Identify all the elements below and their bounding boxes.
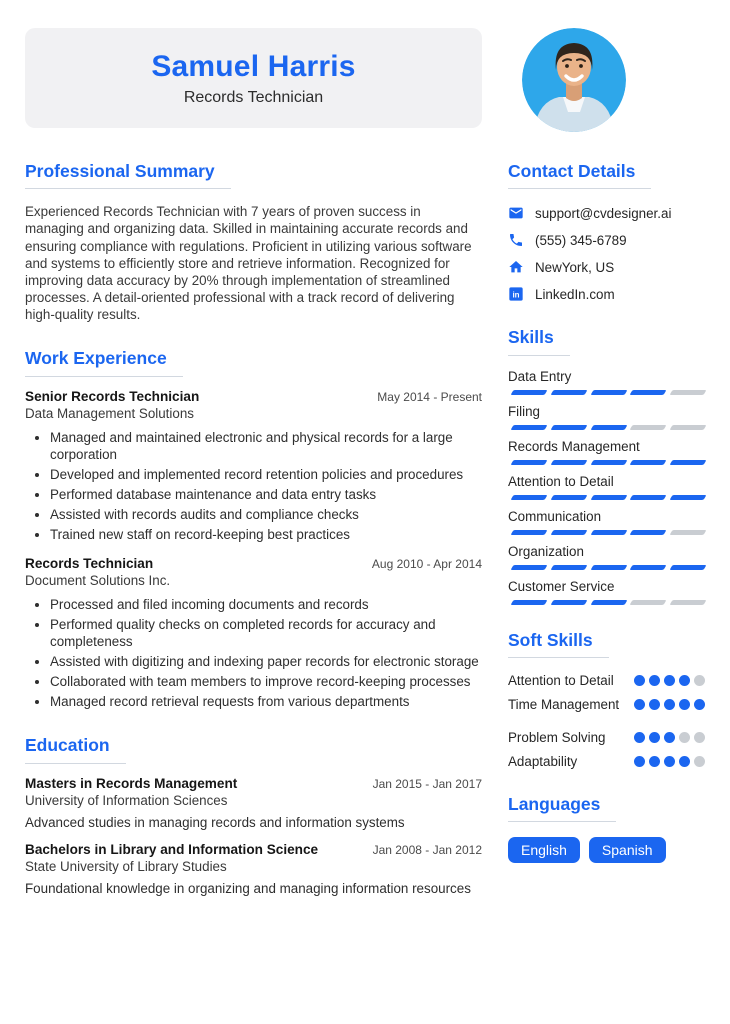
skill-bar-segment [511, 530, 548, 535]
degree-header [25, 776, 482, 791]
soft-skill-dot [694, 675, 705, 686]
skill-bar-segment [590, 495, 627, 500]
soft-skill-dot [679, 732, 690, 743]
skill-level-bar [508, 565, 705, 570]
degree-dates: Jan 2015 - Jan 2017 [372, 776, 482, 791]
skill-bar-segment [630, 495, 667, 500]
profile-photo-illustration [522, 28, 626, 132]
section-languages [508, 795, 705, 863]
job-bullet: • Performed database maintenance and data entry tasks [50, 486, 482, 503]
job-header [25, 389, 482, 404]
summary-text: Experienced Records Technician with 7 years of proven success in managing and organizing data. Skilled in maintaining accurate records and ensuring compliance with regulations. Proficient in utilizing various software and systems to efficiently store and retrieve information. Recognized for improving data accuracy by 20% through implementation of streamlined processes. A detail-oriented professional with a track record of delivering high-quality results. [25, 204, 472, 323]
contact-item [508, 232, 705, 248]
profile-photo [522, 28, 626, 132]
skill-bar-segment [550, 425, 587, 430]
job-header [25, 556, 482, 571]
soft-skill-dot [649, 699, 660, 710]
language-pill[interactable]: English [508, 837, 580, 863]
skill-name: Attention to Detail [508, 473, 614, 489]
contact-item [508, 286, 705, 302]
skill-name: Data Entry [508, 368, 572, 384]
soft-skill-dot [634, 732, 645, 743]
soft-skill-name: Time Management [508, 696, 620, 712]
skill-bar-segment [511, 565, 548, 570]
skill-bar-segment [670, 390, 707, 395]
skill-row [508, 509, 705, 535]
soft-skill-dot [694, 732, 705, 743]
candidate-name: Samuel Harris [151, 49, 356, 83]
soft-skill-row [508, 754, 705, 769]
soft-skill-row [508, 730, 705, 745]
degree-entry [25, 842, 482, 896]
degree-title: Masters in Records Management [25, 775, 238, 791]
home-icon [508, 259, 524, 275]
skill-bar-segment [630, 460, 667, 465]
svg-text:in: in [512, 290, 520, 300]
skill-name: Communication [508, 508, 602, 524]
contact-item [508, 259, 705, 275]
job-title: Senior Records Technician [25, 388, 200, 404]
skill-bar-segment [511, 600, 548, 605]
job-bullet: • Assisted with records audits and compliance checks [50, 506, 482, 523]
soft-skill-dot [679, 756, 690, 767]
soft-skills-list [508, 673, 705, 769]
experience-heading: Work Experience [25, 349, 183, 376]
skill-bar-segment [550, 495, 587, 500]
skill-name: Customer Service [508, 578, 615, 594]
job-company: Data Management Solutions [25, 405, 194, 421]
skill-row [508, 544, 705, 570]
section-professional-summary [25, 162, 482, 323]
contact-heading: Contact Details [508, 162, 651, 189]
soft-skill-dot [634, 756, 645, 767]
skill-bar-segment [590, 600, 627, 605]
skill-bar-segment [590, 530, 627, 535]
contact-item [508, 205, 705, 221]
skill-name: Filing [508, 403, 540, 419]
soft-skill-group [508, 730, 705, 769]
skill-bar-segment [630, 565, 667, 570]
soft-skill-dot [694, 699, 705, 710]
job-title: Records Technician [25, 555, 154, 571]
job-dates: Aug 2010 - Apr 2014 [371, 556, 482, 571]
soft-skill-dot [649, 756, 660, 767]
skill-bar-segment [630, 530, 667, 535]
contact-text: NewYork, US [535, 259, 615, 275]
section-work-experience [25, 349, 482, 710]
skill-row [508, 404, 705, 430]
soft-skill-dot [664, 699, 675, 710]
skill-bar-segment [511, 460, 548, 465]
skill-name: Records Management [508, 438, 640, 454]
skills-heading: Skills [508, 328, 570, 355]
job-bullets [25, 429, 482, 544]
skill-row [508, 439, 705, 465]
soft-skill-row [508, 697, 705, 712]
section-contact-details [508, 162, 705, 302]
job-bullet: • Managed and maintained electronic and physical records for a large corporation [50, 429, 482, 463]
soft-skill-dot [649, 675, 660, 686]
contact-text: (555) 345-6789 [535, 232, 627, 248]
skill-bar-segment [630, 600, 667, 605]
section-education [25, 736, 482, 895]
skill-bar-segment [670, 495, 707, 500]
degree-header [25, 842, 482, 857]
soft-skill-dot [634, 675, 645, 686]
contact-list [508, 205, 705, 302]
summary-heading: Professional Summary [25, 162, 231, 189]
skill-bar-segment [590, 390, 627, 395]
skill-row [508, 369, 705, 395]
soft-skill-row [508, 673, 705, 688]
skill-bar-segment [511, 495, 548, 500]
job-bullet: • Managed record retrieval requests from various departments [50, 693, 482, 710]
skill-bar-segment [630, 390, 667, 395]
skill-bar-segment [550, 390, 587, 395]
sidebar-column [508, 162, 705, 922]
skill-bar-segment [550, 600, 587, 605]
soft-skill-dot [694, 756, 705, 767]
soft-skill-dot [664, 675, 675, 686]
education-heading: Education [25, 736, 126, 763]
degree-entry [25, 776, 482, 830]
soft-skills-heading: Soft Skills [508, 631, 609, 658]
job-company: Document Solutions Inc. [25, 572, 171, 588]
skill-level-bar [508, 460, 705, 465]
skill-row [508, 579, 705, 605]
skill-bar-segment [590, 565, 627, 570]
skill-row [508, 474, 705, 500]
skill-bar-segment [670, 425, 707, 430]
header-card [25, 28, 482, 128]
content-columns [25, 162, 705, 922]
skill-bar-segment [670, 530, 707, 535]
skill-name: Organization [508, 543, 584, 559]
soft-skill-dot [664, 756, 675, 767]
soft-skill-name: Attention to Detail [508, 672, 614, 688]
soft-skill-dot [679, 675, 690, 686]
main-column [25, 162, 482, 922]
skill-level-bar [508, 425, 705, 430]
job-bullet: • Assisted with digitizing and indexing paper records for electronic storage [50, 653, 482, 670]
job-bullet: • Performed quality checks on completed records for accuracy and completeness [50, 616, 482, 650]
section-skills [508, 328, 705, 604]
skill-bar-segment [590, 425, 627, 430]
contact-text: LinkedIn.com [535, 286, 615, 302]
degree-title: Bachelors in Library and Information Science [25, 841, 319, 857]
degree-description: Advanced studies in managing records and information systems [25, 814, 405, 830]
skill-bar-segment [550, 460, 587, 465]
job-bullets [25, 596, 482, 711]
soft-skill-dots [634, 675, 705, 686]
job-bullet: • Collaborated with team members to improve record-keeping processes [50, 673, 482, 690]
job-bullet: • Trained new staff on record-keeping best practices [50, 526, 482, 543]
degree-dates: Jan 2008 - Jan 2012 [372, 842, 482, 857]
degree-description: Foundational knowledge in organizing and managing information resources [25, 880, 471, 896]
skill-bar-segment [670, 600, 707, 605]
skill-bar-segment [550, 530, 587, 535]
skill-level-bar [508, 530, 705, 535]
soft-skill-dot [664, 732, 675, 743]
job-entry [25, 389, 482, 544]
soft-skill-dot [634, 699, 645, 710]
header [25, 28, 705, 132]
jobs-list [25, 389, 482, 711]
skill-level-bar [508, 390, 705, 395]
skill-level-bar [508, 495, 705, 500]
skill-level-bar [508, 600, 705, 605]
soft-skill-dots [634, 732, 705, 743]
skill-bar-segment [590, 460, 627, 465]
language-pill[interactable]: Spanish [589, 837, 666, 863]
languages-list [508, 837, 705, 863]
email-icon [508, 205, 524, 221]
skill-bar-segment [670, 460, 707, 465]
skill-bar-segment [511, 390, 548, 395]
degrees-list [25, 776, 482, 896]
soft-skill-dots [634, 699, 705, 710]
soft-skill-dots [634, 756, 705, 767]
soft-skill-name: Problem Solving [508, 729, 606, 745]
degree-school: State University of Library Studies [25, 858, 227, 874]
soft-skill-name: Adaptability [508, 753, 578, 769]
soft-skill-dot [679, 699, 690, 710]
job-bullet: • Developed and implemented record retention policies and procedures [50, 466, 482, 483]
soft-skill-group [508, 673, 705, 712]
skill-bar-segment [630, 425, 667, 430]
job-dates: May 2014 - Present [377, 389, 482, 404]
phone-icon [508, 232, 524, 248]
soft-skill-dot [649, 732, 660, 743]
contact-text: support@cvdesigner.ai [535, 205, 672, 221]
job-entry [25, 556, 482, 711]
job-bullet: • Processed and filed incoming documents and records [50, 596, 482, 613]
skill-bar-segment [670, 565, 707, 570]
candidate-title: Records Technician [183, 88, 324, 106]
languages-heading: Languages [508, 795, 616, 822]
skill-bar-segment [511, 425, 548, 430]
section-soft-skills [508, 631, 705, 769]
linkedin-icon [508, 286, 524, 302]
skills-list [508, 369, 705, 605]
skill-bar-segment [550, 565, 587, 570]
degree-school: University of Information Sciences [25, 792, 228, 808]
